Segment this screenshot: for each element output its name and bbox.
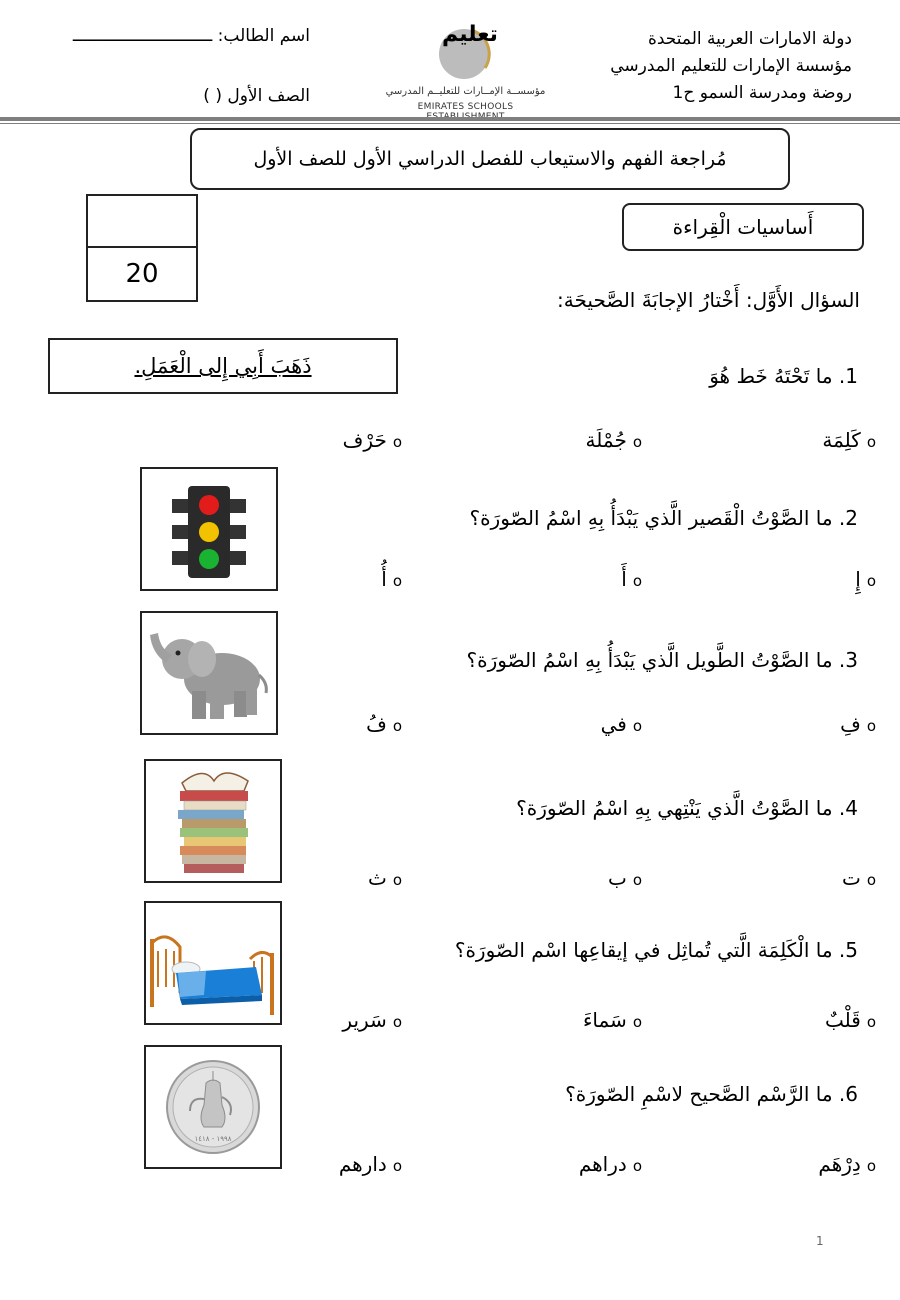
question-heading: السؤال الأَوَّل: أَخْتارُ الإجابَةَ الصَّحيحَة: xyxy=(557,288,860,312)
option-bullet-icon: o xyxy=(866,433,876,451)
header-divider xyxy=(0,117,900,121)
logo-word: تعليم xyxy=(442,22,498,47)
option-bullet-icon: o xyxy=(866,717,876,735)
option-bullet-icon: o xyxy=(866,572,876,590)
question-4-text: 4. ما الصَّوْتُ الَّذي يَنْتِهي بِهِ اسْمُ الصّورَة؟ xyxy=(516,796,858,820)
q2-option-2[interactable]: oأَ xyxy=(621,567,642,591)
option-bullet-icon: o xyxy=(866,871,876,889)
logo-arabic-text: مؤسســة الإمــارات للتعليــم المدرسي xyxy=(385,86,546,97)
option-bullet-icon: o xyxy=(392,1013,402,1031)
worksheet-title: مُراجعة الفهم والاستيعاب للفصل الدراسي الأول للصف الأول xyxy=(190,128,790,190)
score-total: 20 xyxy=(125,259,159,289)
q3-option-3[interactable]: oفُ xyxy=(366,712,402,736)
coin-year-text: ١٩٩٨ - ١٤١٨ xyxy=(194,1135,232,1143)
option-bullet-icon: o xyxy=(866,1013,876,1031)
question-2-text: 2. ما الصَّوْتُ الْقَصير الَّذي يَبْدَأُ بِهِ اسْمُ الصّورَة؟ xyxy=(469,506,858,530)
q2-option-1[interactable]: oإِ xyxy=(855,567,876,591)
page-number: 1 xyxy=(816,1234,824,1248)
q5-option-1[interactable]: oقَلْبٌ xyxy=(824,1008,876,1032)
traffic-light-image xyxy=(140,467,278,591)
elephant-image xyxy=(140,611,278,735)
q5-option-3[interactable]: oسَرير xyxy=(342,1008,402,1032)
q3-option-1[interactable]: oفِ xyxy=(840,712,876,736)
bed-image xyxy=(144,901,282,1025)
q4-option-3[interactable]: oث xyxy=(367,866,402,890)
header-divider-thin xyxy=(0,123,900,124)
option-bullet-icon: o xyxy=(632,433,642,451)
q5-option-2[interactable]: oسَماءَ xyxy=(582,1008,642,1032)
institution-name: مؤسسة الإمارات للتعليم المدرسي xyxy=(610,56,852,76)
option-bullet-icon: o xyxy=(392,433,402,451)
option-bullet-icon: o xyxy=(632,1013,642,1031)
section-title: أَساسيات الْقِراءة xyxy=(622,203,864,251)
option-bullet-icon: o xyxy=(392,871,402,889)
school-name: روضة ومدرسة السمو ح1 xyxy=(672,83,852,103)
q6-option-3[interactable]: oدارهم xyxy=(338,1152,402,1176)
option-bullet-icon: o xyxy=(392,717,402,735)
question-1-text: 1. ما تَحْتَهُ خَط هُوَ xyxy=(709,364,858,388)
option-bullet-icon: o xyxy=(392,1157,402,1175)
q1-option-3[interactable]: oحَرْف xyxy=(342,428,402,452)
q4-option-1[interactable]: oت xyxy=(841,866,876,890)
option-bullet-icon: o xyxy=(866,1157,876,1175)
q2-option-3[interactable]: oأُ xyxy=(381,567,402,591)
sentence-box xyxy=(48,338,398,394)
grade-field[interactable]: الصف الأول ( ) xyxy=(203,86,310,106)
header-school-info xyxy=(610,26,852,107)
sentence-text: ذَهَبَ أَبِي إِلى الْعَمَلِ. xyxy=(134,354,312,378)
option-bullet-icon: o xyxy=(392,572,402,590)
q1-option-1[interactable]: oكَلِمَة xyxy=(822,428,876,452)
option-bullet-icon: o xyxy=(632,871,642,889)
ese-logo xyxy=(378,16,553,118)
country-name: دولة الامارات العربية المتحدة xyxy=(647,29,852,49)
option-bullet-icon: o xyxy=(632,717,642,735)
score-box xyxy=(86,194,198,302)
q3-option-2[interactable]: oفي xyxy=(600,712,642,736)
question-3-text: 3. ما الصَّوْتُ الطَّويل الَّذي يَبْدَأُ بِهِ اسْمُ الصّورَة؟ xyxy=(466,648,858,672)
q4-option-2[interactable]: oب xyxy=(607,866,642,890)
dirham-coin-image xyxy=(144,1045,282,1169)
logo-english-text: EMIRATES SCHOOLS xyxy=(417,102,514,112)
q6-option-1[interactable]: oدِرْهَم xyxy=(818,1152,876,1176)
q1-option-2[interactable]: oجُمْلَة xyxy=(585,428,642,452)
option-bullet-icon: o xyxy=(632,572,642,590)
option-bullet-icon: o xyxy=(632,1157,642,1175)
q6-option-2[interactable]: oدراهم xyxy=(578,1152,642,1176)
question-5-text: 5. ما الْكَلِمَة الَّتي تُماثِل في إيقاعِها اسْم الصّورَة؟ xyxy=(454,938,858,962)
question-6-text: 6. ما الرَّسْم الصَّحيح لاسْمِ الصّورَة؟ xyxy=(565,1082,858,1106)
score-earned-cell[interactable] xyxy=(88,196,196,248)
student-name-field[interactable]: اسم الطالب: ــــــــــــــــــــــــــــ xyxy=(72,26,310,46)
books-image xyxy=(144,759,282,883)
